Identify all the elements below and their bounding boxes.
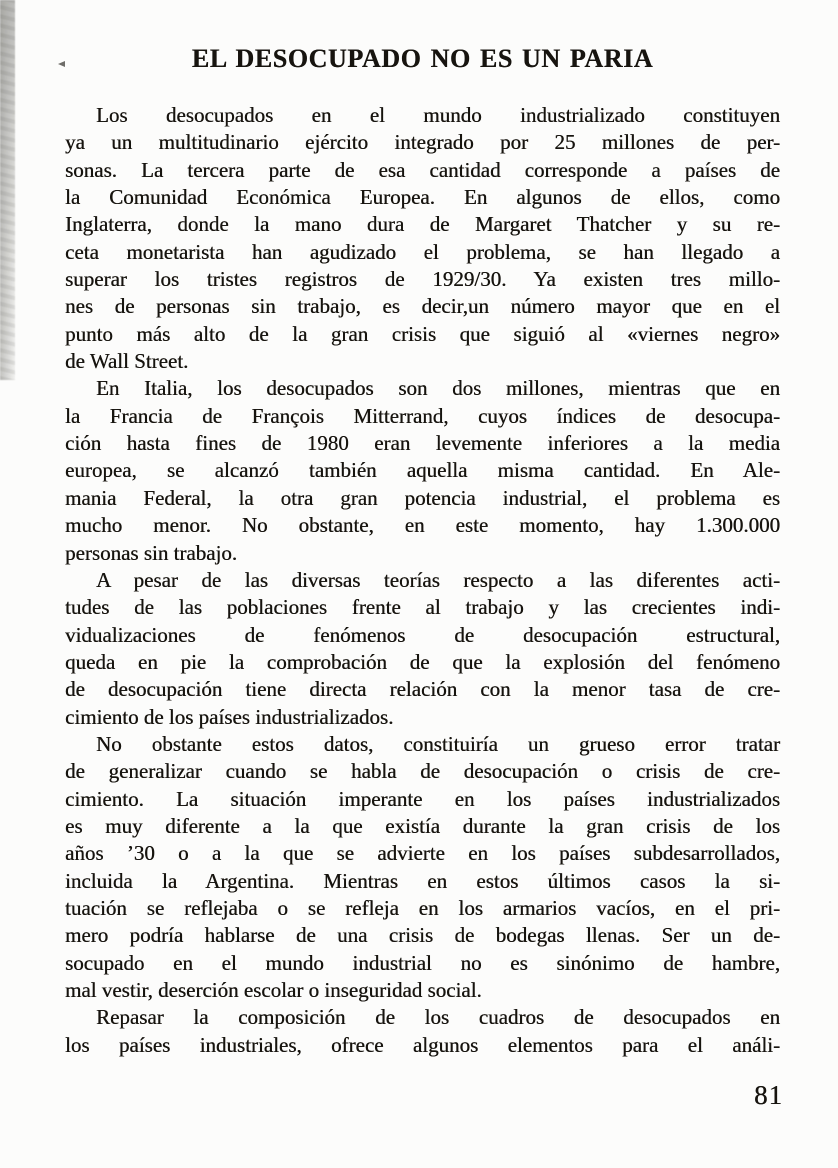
text-line: tudes de las poblaciones frente al trabajo y las crecientes indi- (65, 595, 780, 620)
text-line: europea, se alcanzó también aquella misma cantidad. En Ale- (65, 458, 780, 483)
text-line: queda en pie la comprobación de que la explosión del fenómeno (65, 649, 780, 674)
text-line: es muy diferente a la que existía durante la gran crisis de los (65, 813, 780, 838)
text-line: la Francia de François Mitterrand, cuyos índices de desocupa- (65, 403, 780, 428)
text-line: ya un multitudinario ejército integrado por 25 millones de per- (65, 130, 780, 155)
text-line: superar los tristes registros de 1929/30. Ya existen tres millo- (65, 267, 780, 292)
scan-gutter-shadow (0, 0, 15, 380)
text-line: nes de personas sin trabajo, es decir,un número mayor que en el (65, 294, 780, 319)
text-line: de Wall Street. (65, 349, 189, 374)
page-title: EL DESOCUPADO NO ES UN PARIA (191, 44, 654, 73)
text-line: incluida la Argentina. Mientras en estos últimos casos la si- (65, 868, 780, 893)
text-line: punto más alto de la gran crisis que siguió al «viernes negro» (65, 321, 780, 346)
text-line: mal vestir, deserción escolar o inseguridad social. (65, 978, 482, 1002)
text-line: los países industriales, ofrece algunos elementos para el análi- (65, 1032, 780, 1057)
page-number: 81 (754, 1080, 783, 1110)
text-line: mero podría hablarse de una crisis de bodegas llenas. Ser un de- (65, 923, 780, 948)
text-line: cimiento. La situación imperante en los países industrializados (65, 786, 780, 811)
text-line: No obstante estos datos, constituiría un grueso error tratar (96, 731, 780, 756)
text-line: la Comunidad Económica Europea. En algunos de ellos, como (65, 185, 780, 210)
text-line: vidualizaciones de fenómenos de desocupación estructural, (65, 622, 780, 647)
stray-ink-mark (58, 61, 65, 67)
text-line: tuación se reflejaba o se refleja en los armarios vacíos, en el pri- (65, 895, 780, 920)
text-line: sonas. La tercera parte de esa cantidad corresponde a países de (65, 157, 780, 182)
text-line: En Italia, los desocupados son dos millones, mientras que en (96, 376, 780, 401)
text-line: de desocupación tiene directa relación con la menor tasa de cre- (65, 677, 780, 702)
text-line: Los desocupados en el mundo industrializado constituyen (96, 103, 780, 127)
text-line: años ’30 o a la que se advierte en los países subdesarrollados, (65, 841, 780, 866)
text-line: cimiento de los países industrializados. (65, 704, 394, 729)
text-line: personas sin trabajo. (65, 540, 238, 565)
text-line: A pesar de las diversas teorías respecto a las diferentes acti- (96, 567, 780, 592)
text-line: ceta monetarista han agudizado el problema, se han llegado a (65, 239, 780, 264)
body-text (65, 102, 780, 1059)
text-line: mucho menor. No obstante, en este momento, hay 1.300.000 (65, 513, 780, 538)
text-line: Inglaterra, donde la mano dura de Margaret Thatcher y su re- (65, 212, 780, 237)
text-line: ción hasta fines de 1980 eran levemente inferiores a la media (65, 431, 780, 456)
text-line: mania Federal, la otra gran potencia industrial, el problema es (65, 485, 780, 510)
text-line: de generalizar cuando se habla de desocupación o crisis de cre- (65, 759, 780, 784)
text-line: Repasar la composición de los cuadros de desocupados en (96, 1005, 780, 1030)
text-line: socupado en el mundo industrial no es sinónimo de hambre, (65, 950, 780, 975)
